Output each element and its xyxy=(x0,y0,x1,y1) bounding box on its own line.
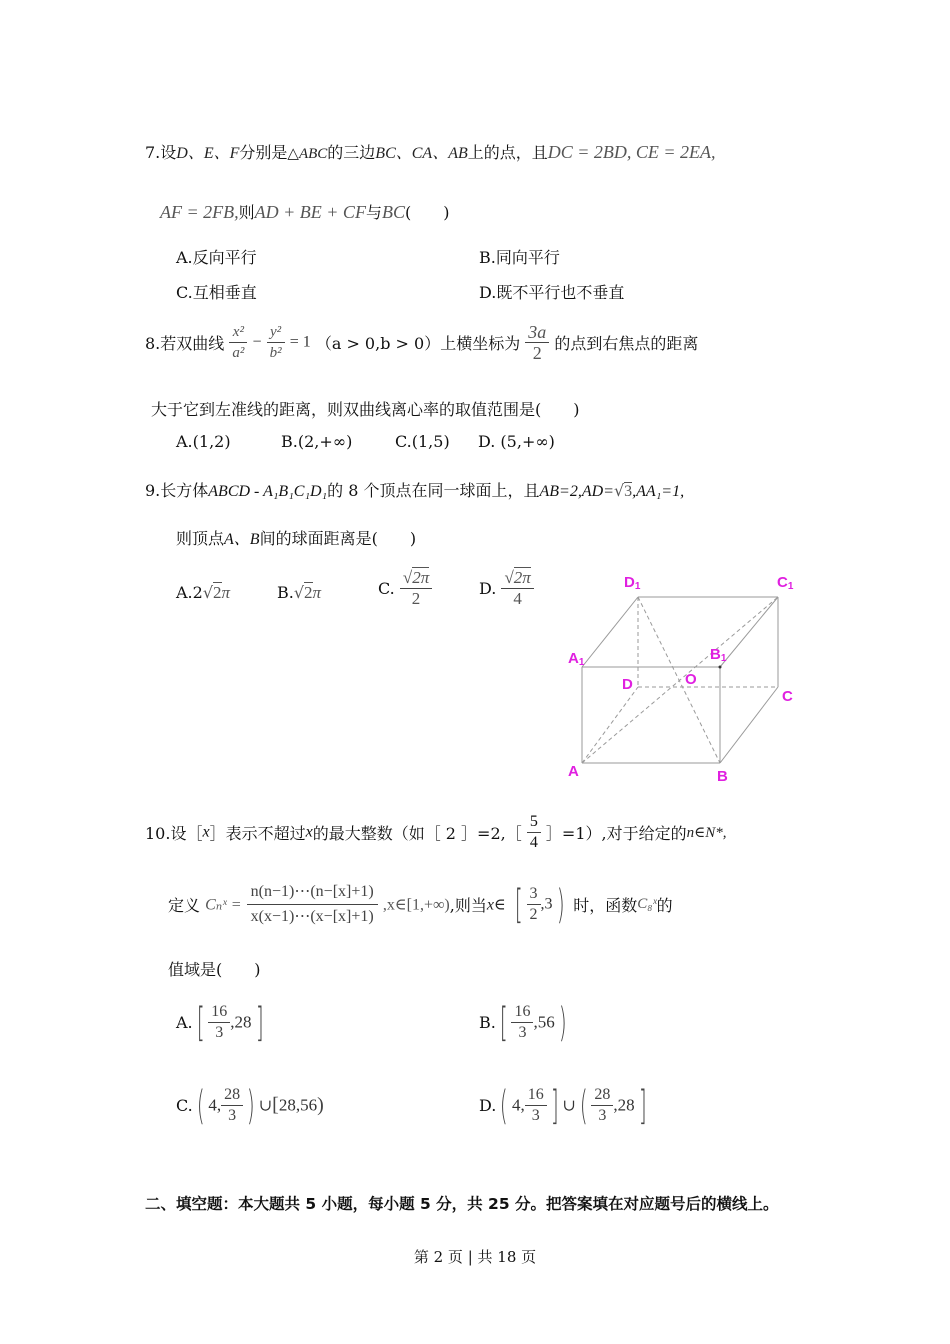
edge-a1d1 xyxy=(582,597,638,667)
q8-frac-y: $\frac{\text{y²}}{\text{b²}}$ xyxy=(267,322,285,363)
diagonal-d1b xyxy=(638,597,720,763)
q10-line1: 10.设［x］表示不超过x的最大整数（如［ 2 ］=2,［ $\frac{5}{4}$ ］=1）,对于给定的n∈N*, xyxy=(145,813,727,851)
edge-ad xyxy=(582,687,638,763)
label-d: D xyxy=(622,676,633,693)
q9-option-d: D. $\frac{√2\pi}{4}$ xyxy=(479,568,534,609)
point-b1 xyxy=(719,666,722,669)
q7-option-b: B.同向平行 xyxy=(479,248,560,267)
label-d1: D1 xyxy=(624,574,641,592)
cuboid-diagram xyxy=(560,565,810,790)
sqrt-icon: √ xyxy=(202,583,214,602)
q7-line2: AF = 2FB,则AD + BE + CF与BC( ) xyxy=(160,202,450,222)
q10-line2: 定义 Cₙˣ = $\frac{n(n-1)\cdots(n-[x]+1)}{x(x-1)\cdots(x-[x]+1)}$ ,x∈[1,+∞),则当x∈ [ $\frac{3}{2}$ ,3) 时，函数C₈ˣ的 xyxy=(168,881,673,928)
label-c: C xyxy=(782,688,793,705)
q10-option-c: C.( 4, $\frac{28}{3}$ ) ∪[28,56) xyxy=(176,1082,324,1129)
q10-def-fraction: $\frac{n(n-1)\cdots(n-[x]+1)}{x(x-1)\cdots(x-[x]+1)}$ xyxy=(247,880,378,929)
q10-option-a: A.[ $\frac{16}{3}$ ,28] xyxy=(176,999,264,1046)
label-b1: B1 xyxy=(710,646,727,664)
q8-option-a: A.(1,2) xyxy=(176,432,231,451)
sqrt-icon: √ xyxy=(402,568,413,587)
label-o: O xyxy=(685,671,697,688)
q9-option-c: C. $\frac{√2\pi}{2}$ xyxy=(378,568,432,609)
q8-option-c: C.(1,5) xyxy=(395,432,450,451)
q7-option-a: A.反向平行 xyxy=(176,248,257,267)
q9-line1: 9.长方体ABCD - A₁B₁C₁D₁的 8 个顶点在同一球面上，且AB=2,AD=√3,AA₁=1, xyxy=(145,481,685,500)
q9-option-a: A.2√2π xyxy=(176,583,231,602)
edge-bc xyxy=(720,687,778,763)
q9-option-b: B.√2π xyxy=(277,583,322,602)
q10-option-b: B.[ $\frac{16}{3}$ ,56) xyxy=(479,999,567,1046)
q8-line2: 大于它到左准线的距离，则双曲线离心率的取值范围是( ) xyxy=(151,400,580,419)
q8-option-d: D. (5,+∞) xyxy=(478,432,555,451)
diagonal-ac1 xyxy=(582,597,778,763)
label-a: A xyxy=(568,763,579,780)
sqrt-icon: √ xyxy=(613,481,625,500)
label-a1: A1 xyxy=(568,650,585,668)
q7-line1: 7.设D、E、F分别是△ABC的三边BC、CA、AB上的点，且DC = 2BD, CE = 2EA, xyxy=(145,142,716,162)
q10-option-d: D.( 4, $\frac{16}{3}$ ] ∪( $\frac{28}{3}$ ,28] xyxy=(479,1082,647,1129)
edge-b1c1 xyxy=(720,597,778,667)
q7-option-c: C.互相垂直 xyxy=(176,283,257,302)
q8-frac-3a2: $\frac{3a}{2}$ xyxy=(525,322,549,363)
q9-line2: 则顶点A、B间的球面距离是( ) xyxy=(176,529,417,548)
q7-option-d: D.既不平行也不垂直 xyxy=(479,283,625,302)
label-b: B xyxy=(717,768,728,785)
q8-frac-x: $\frac{\text{x²}}{\text{a²}}$ xyxy=(229,322,247,363)
label-c1: C1 xyxy=(777,574,794,592)
q8-line1: 8.若双曲线 $\frac{\text{x²}}{\text{a²}}$ − $\frac{\text{y²}}{\text{b²}}$ = 1 （a > 0,b > 0）上横坐标为 $\frac{3a}{2}$ 的点到右焦点的距离 xyxy=(145,322,699,363)
sqrt-icon: √ xyxy=(504,568,514,587)
page-footer: 第 2 页 | 共 18 页 xyxy=(413,1248,537,1266)
section-heading-fill-in: 二、填空题：本大题共 5 小题，每小题 5 分，共 25 分。把答案填在对应题号后的横线上。 xyxy=(145,1195,779,1213)
q10-frac-5-4: $\frac{5}{4}$ xyxy=(527,812,541,853)
sqrt-icon: √ xyxy=(293,583,305,602)
q8-option-b: B.(2,+∞) xyxy=(281,432,353,451)
q10-line3: 值域是( ) xyxy=(168,960,261,979)
